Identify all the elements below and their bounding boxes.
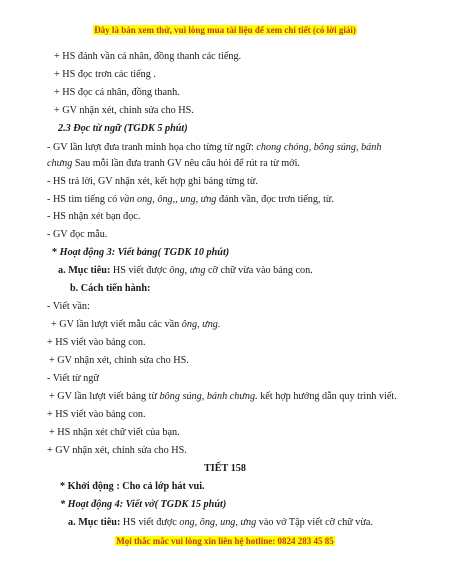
hotline-banner — [0, 536, 450, 547]
activity-heading: * Hoạt động 4: Viết vở( TGDK 15 phút) — [60, 499, 227, 510]
text-span: + GV lần lượt viết bảng từ — [49, 391, 160, 402]
text-line — [68, 516, 373, 529]
text-line — [49, 390, 397, 403]
text-span: cỡ chữ vừa vào bảng con. — [205, 265, 313, 276]
warmup-heading: * Khởi động : Cho cả lớp hát vui. — [60, 481, 205, 492]
italic-span: chong chóng, bông súng, bánh — [256, 142, 382, 153]
text-line — [47, 193, 334, 206]
text-span: HS viết được — [110, 265, 170, 276]
text-line: - GV đọc mẫu. — [47, 229, 108, 240]
text-line: + GV nhận xét, chỉnh sửa cho HS. — [54, 105, 194, 116]
subsection-heading: b. Cách tiến hành: — [70, 283, 151, 294]
italic-span: ong, ông, ung, ưng — [179, 517, 257, 528]
text-line: + HS nhận xét chữ viết của bạn. — [49, 427, 180, 438]
preview-banner-text: Đây là bản xem thử, vui lòng mua tài liệu để xem chi tiết (có lời giải) — [94, 25, 356, 35]
text-span: đánh vần, đọc trơn tiếng, từ. — [216, 194, 334, 205]
italic-span: ông, ưng — [169, 265, 206, 276]
text-line: + GV nhận xét, chỉnh sửa cho HS. — [49, 355, 189, 366]
text-span: + GV lần lượt viết mẫu các vần — [51, 319, 182, 330]
text-line: - Viết vần: — [47, 301, 90, 312]
lesson-title: TIẾT 158 — [204, 463, 246, 474]
text-span: HS viết được — [120, 517, 180, 528]
text-line: - HS trả lời, GV nhận xét, kết hợp ghi bảng từng từ. — [47, 176, 258, 187]
bold-span: a. Mục tiêu: — [58, 265, 111, 276]
text-span: - GV lần lượt đưa tranh minh họa cho từng từ ngữ: — [47, 142, 257, 153]
bullet-star: * — [52, 247, 60, 258]
italic-span: chưng — [47, 158, 73, 169]
italic-span: bông súng, bánh chưng. — [159, 391, 258, 402]
activity-heading — [52, 246, 229, 259]
bold-span: a. Mục tiêu: — [68, 517, 121, 528]
text-line: - HS nhận xét bạn đọc. — [47, 211, 141, 222]
text-span: kết hợp hướng dẫn quy trình viết. — [257, 391, 397, 402]
preview-banner — [0, 25, 450, 36]
text-line — [51, 318, 220, 331]
italic-span: Hoạt động 3: Viết bảng( TGDK 10 phút) — [59, 247, 230, 258]
text-line — [58, 264, 313, 277]
text-line — [47, 157, 300, 170]
text-line: + HS đọc cá nhân, đồng thanh. — [54, 87, 180, 98]
text-line: - Viết từ ngữ — [47, 373, 99, 384]
text-span: vào vở Tập viết cỡ chữ vừa. — [256, 517, 373, 528]
italic-span: ông, ưng. — [181, 319, 221, 330]
text-line: + HS viết vào bảng con. — [47, 409, 146, 420]
text-line — [47, 141, 381, 154]
section-heading: 2.3 Đọc từ ngữ (TGDK 5 phút) — [58, 123, 188, 134]
text-line: + HS đánh vần cá nhân, đồng thanh các tiếng. — [54, 51, 242, 62]
text-line: + HS viết vào bảng con. — [47, 337, 146, 348]
hotline-banner-text: Mọi thắc mắc vui lòng xin liên hệ hotline: 0824 283 45 85 — [116, 536, 334, 546]
text-span: - HS tìm tiếng có — [47, 194, 120, 205]
text-span: Sau mỗi lần đưa tranh GV nêu câu hỏi để rút ra từ mới. — [72, 158, 300, 169]
italic-span: vần ong, ông,, ung, ưng — [119, 194, 217, 205]
text-line: + HS đọc trơn các tiếng . — [54, 69, 156, 80]
text-line: + GV nhận xét, chỉnh sửa cho HS. — [47, 445, 187, 456]
